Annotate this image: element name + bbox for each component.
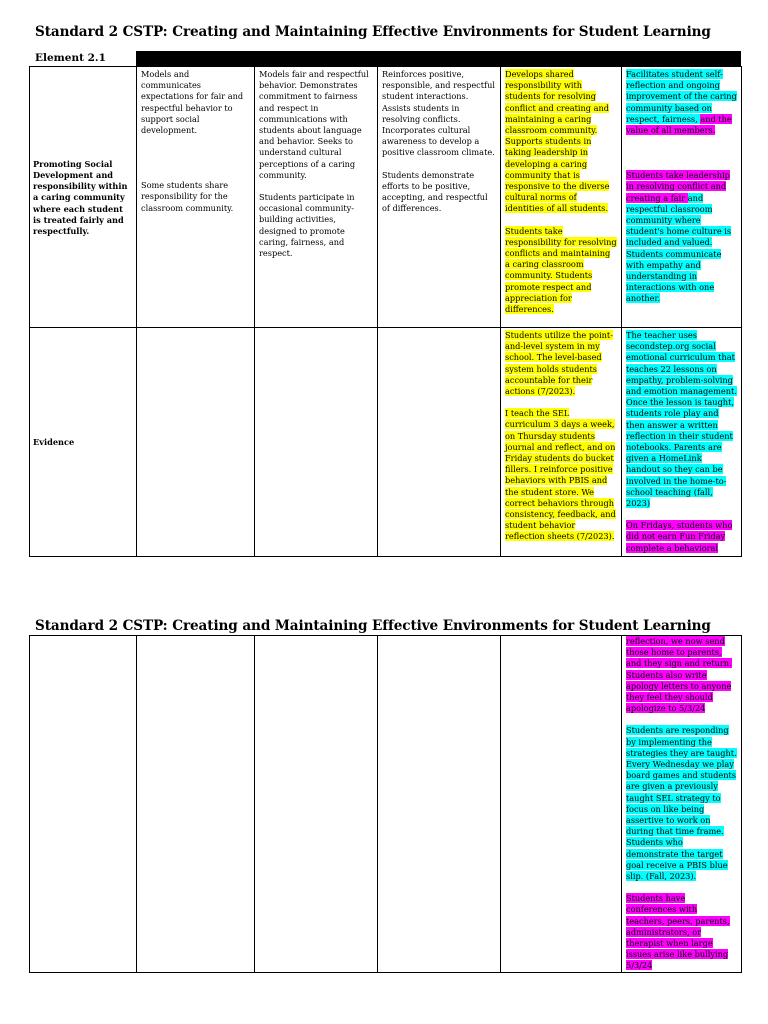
highlighted-student-description: Students take responsibility for resolving conflicts and maintaining a caring classroom community. Students promote respect and appreciation for differences. bbox=[505, 225, 617, 315]
highlighted-evidence: reflection, we now send those home to parents, and they sign and return. Students also write apology letters to anyone they feel they should apologize to 5/3/24 bbox=[626, 636, 732, 714]
evidence-cell-empty bbox=[378, 636, 501, 973]
rubric-row-evidence-continued bbox=[30, 636, 742, 973]
highlighted-evidence: Students are responding by implementing the strategies they are taught. Every Wednesday we play board games and students are given a previously taught SEL strategy to focus on like being assertive to work on during that time frame. Students who demonstrate the target goal receive a PBIS blue slip. (Fall, 2023). bbox=[626, 725, 737, 882]
page-title-continued: Standard 2 CSTP: Creating and Maintaining Effective Environments for Student Learning bbox=[35, 618, 711, 634]
highlighted-evidence: The teacher uses secondstep.org social emotional curriculum that teaches 22 lessons on empathy, problem-solving and emotion management. Once the lesson is taught, students role play and then answer a written reflection in their student notebooks. Parents are given a HomeLink handout so they can be involved in the home-to-school teaching (fall, 2023) bbox=[626, 330, 737, 509]
evidence-cell-empty bbox=[255, 328, 378, 557]
student-description: Students demonstrate efforts to be positive, accepting, and respectful of differences. bbox=[382, 169, 488, 214]
evidence-cell-empty bbox=[30, 636, 137, 973]
level-description: Models and communicates expectations for fair and respectful behavior to support social development. bbox=[141, 69, 244, 136]
evidence-innovating-cell-continued bbox=[622, 636, 742, 973]
level-description: Reinforces positive, responsible, and respectful student interactions. Assists students in resolving conflicts. Incorporates cultural awareness to develop a positive classroom climate. bbox=[382, 69, 495, 158]
evidence-integrating-cell bbox=[501, 328, 622, 557]
highlighted-evidence: Students have conferences with teachers, peers, parents, administrators, or therapist when large issues arise like bullying 5/3/24 bbox=[626, 893, 730, 971]
evidence-cell-empty bbox=[255, 636, 378, 973]
student-description: Students participate in occasional community-building activities, designed to promote caring, fairness, and respect. bbox=[259, 192, 355, 259]
level-integrating-cell bbox=[501, 67, 622, 328]
page-title: Standard 2 CSTP: Creating and Maintaining Effective Environments for Student Learning bbox=[35, 24, 711, 40]
row-label-promoting-social-development: Promoting Social Development and responsibility within a caring community where each student is treated fairly and respectfully. bbox=[30, 67, 137, 328]
level-applying-cell bbox=[378, 67, 501, 328]
level-exploring-cell bbox=[255, 67, 378, 328]
highlighted-evidence: I teach the SEL curriculum 3 days a week, on Thursday students journal and reflect, and on Friday students do bucket fillers. I reinforce positive behaviors with PBIS and the student store. We correct behaviors through consistency, feedback, and student behavior reflection sheets (7/2023). bbox=[505, 408, 616, 542]
evidence-cell-empty bbox=[501, 636, 622, 973]
highlighted-level-description: Develops shared responsibility with students for resolving conflict and creating and maintaining a caring classroom community. Supports students in taking leadership in developing a caring community that is responsive to the diverse cultural norms of identities of all students. bbox=[505, 69, 610, 214]
highlighted-student-description-end: and respectful classroom community where student's home culture is included and valued. Students communicate with empathy and understanding in interactions with one another. bbox=[626, 192, 732, 304]
highlighted-level-description: Facilitates student self-reflection and ongoing improvement of the caring community based on respect, fairness, bbox=[626, 69, 737, 124]
evidence-cell-empty bbox=[137, 328, 255, 557]
rubric-table bbox=[29, 66, 742, 557]
highlighted-level-description-end: and the value of all members. bbox=[626, 113, 732, 136]
rubric-table-continued bbox=[29, 635, 742, 973]
student-description: Some students share responsibility for the classroom community. bbox=[141, 180, 234, 213]
evidence-cell-empty bbox=[137, 636, 255, 973]
evidence-cell-empty bbox=[378, 328, 501, 557]
highlighted-student-description: Students take leadership in resolving conflict and creating a fair bbox=[626, 170, 730, 203]
rubric-row-evidence bbox=[30, 328, 742, 557]
element-label: Element 2.1 bbox=[35, 52, 106, 64]
level-description: Models fair and respectful behavior. Demonstrates commitment to fairness and respect in communications with students about language and behavior. Seeks to understand cultural perceptions of a caring community. bbox=[259, 69, 369, 180]
evidence-innovating-cell bbox=[622, 328, 742, 557]
level-emerging-cell bbox=[137, 67, 255, 328]
level-innovating-cell bbox=[622, 67, 742, 328]
header-bar bbox=[136, 51, 741, 66]
rubric-row-description bbox=[30, 67, 742, 328]
row-label-evidence: Evidence bbox=[30, 328, 137, 557]
highlighted-evidence: On Fridays, students who did not earn Fun Friday complete a behavioral bbox=[626, 520, 733, 553]
highlighted-evidence: Students utilize the point-and-level system in my school. The level-based system holds students accountable for their actions (7/2023). bbox=[505, 330, 613, 397]
